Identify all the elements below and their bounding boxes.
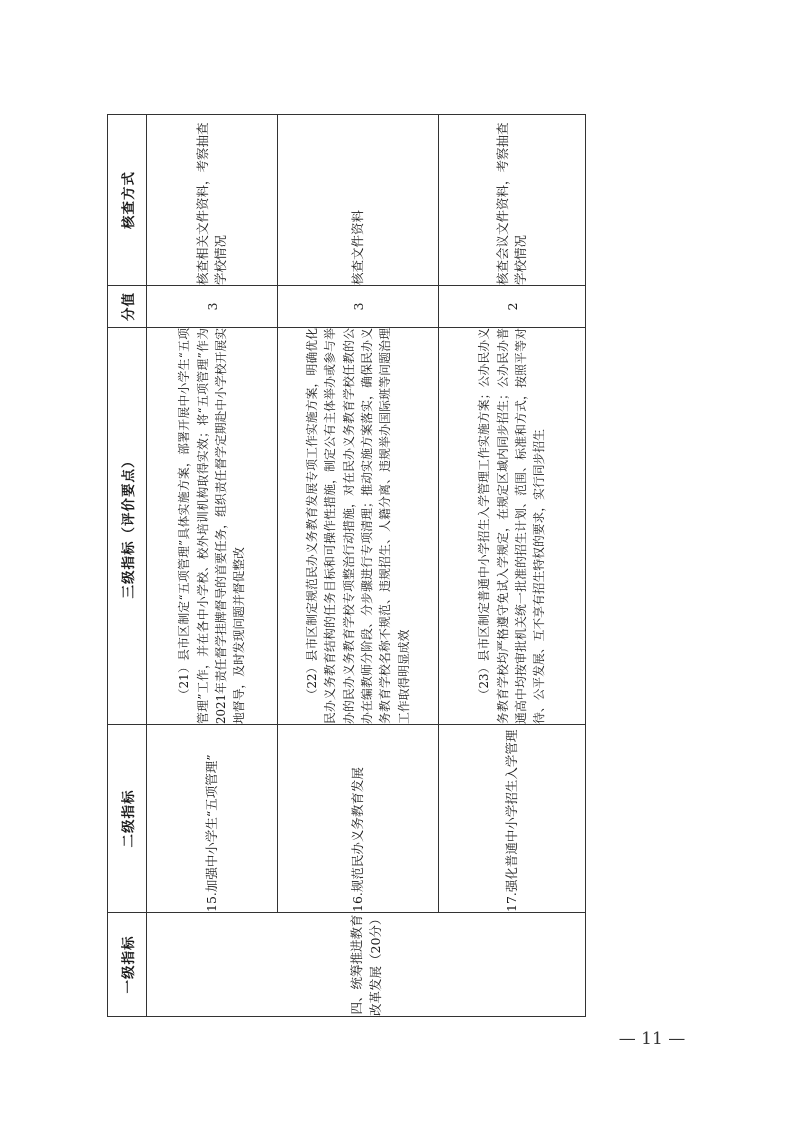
- table-row: [439, 115, 586, 1017]
- header-row: [108, 115, 147, 1017]
- score-cell: 3: [147, 286, 278, 328]
- header-level1: 一级指标: [108, 913, 147, 1017]
- score-cell: 2: [439, 286, 586, 328]
- header-level2: 二级指标: [108, 725, 147, 913]
- level1-cell: 四、统筹推进教育改革发展（20分）: [147, 913, 586, 1017]
- table-row: [278, 115, 439, 1017]
- evaluation-table: [107, 114, 586, 1017]
- score-cell: 3: [278, 286, 439, 328]
- header-level3: 三级指标（评价要点）: [108, 328, 147, 725]
- header-method: 核查方式: [108, 115, 147, 286]
- method-cell: 核查会议文件资料，考察抽查学校情况: [439, 115, 586, 286]
- level3-cell: （21）县市区制定“五项管理”具体实施方案，部署开展中小学生“五项管理”工作，并在各中小学校、校外培训机构取得实效；将“五项管理”作为2021年责任督学挂牌督导的首要任务，组织责任督学定期赴中小学校开展实地督导，及时发现问题并督促整改: [147, 328, 278, 725]
- level2-cell: 15.加强中小学生“五项管理”: [147, 725, 278, 913]
- level2-cell: 16.规范民办义务教育发展: [278, 725, 439, 913]
- header-score: 分值: [108, 286, 147, 328]
- level2-cell: 17.强化普通中小学招生入学管理: [439, 725, 586, 913]
- level3-cell: （23）县市区制定普通中小学招生入学管理工作实施方案；公办民办义务教育学校均严格遵守免试入学规定，在规定区域内同步招生；公办民办普通高中均按审批机关统一批准的招生计划、范围、标准和方式，按照平等对待、公平发展、互不享有招生特权的要求，实行同步招生: [439, 328, 586, 725]
- level3-cell: （22）县市区制定规范民办义务教育发展专项工作实施方案，明确优化民办义务教育结构的任务目标和可操作性措施，制定公有主体举办或参与举办的民办义务教育学校专项整治行动措施，对在民办义务教育学校任教的公办在编教师分阶段、分步骤进行专项清理；推动实施方案落实，确保民办义务教育学校名称不规范、违规招生、人籍分离、违规举办国际班等问题治理工作取得明显成效: [278, 328, 439, 725]
- method-cell: 核查相关文件资料，考察抽查学校情况: [147, 115, 278, 286]
- method-cell: 核查文件资料: [278, 115, 439, 286]
- table-row: [147, 115, 278, 1017]
- page-number: — 11 —: [618, 1029, 686, 1049]
- rotated-table-container: [107, 115, 584, 1017]
